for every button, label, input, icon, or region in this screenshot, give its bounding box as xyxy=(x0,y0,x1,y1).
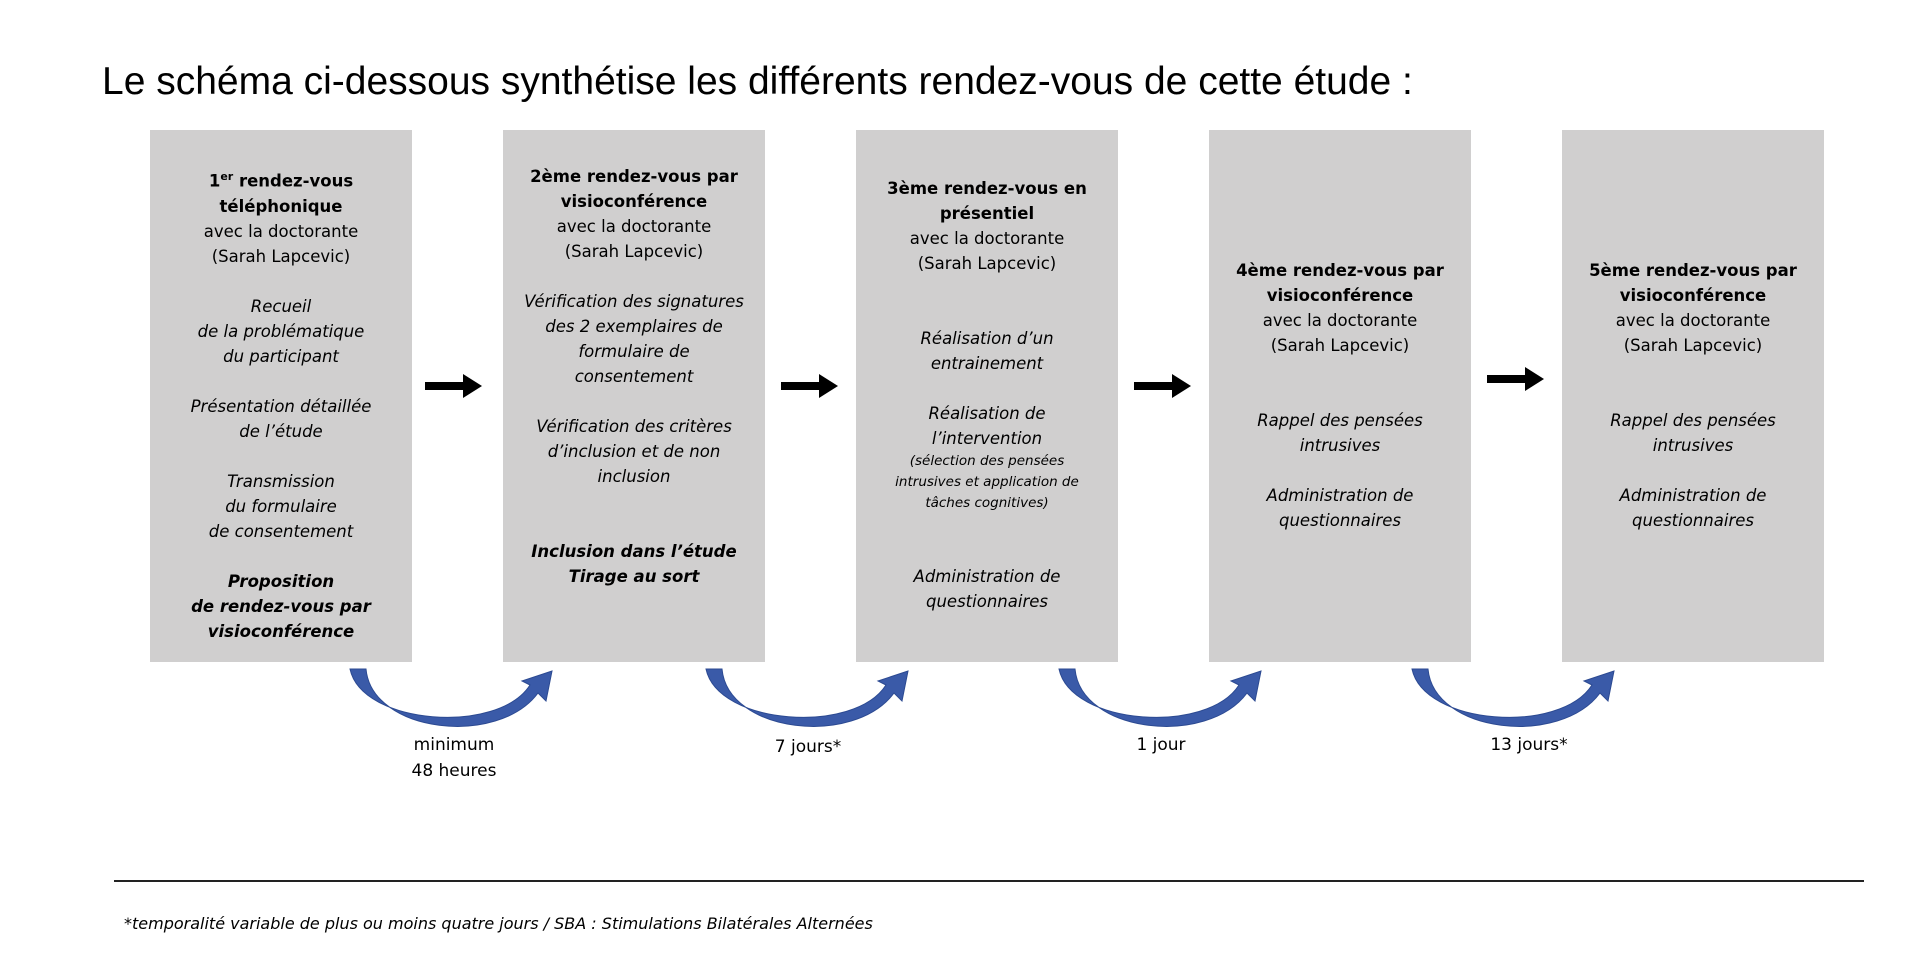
step-1-sub-line: (Sarah Lapcevic) xyxy=(211,246,351,266)
interval-label-line: 13 jours* xyxy=(1490,735,1568,755)
step-1-bold-line: visioconférence xyxy=(207,621,355,641)
step-3-item-line: questionnaires xyxy=(926,592,1048,611)
step-3-item-line: l’intervention xyxy=(931,429,1043,448)
step-3-sub-line: (Sarah Lapcevic) xyxy=(917,254,1057,273)
interval-label-line: 7 jours* xyxy=(774,737,842,757)
step-3-item-line: Réalisation d’un xyxy=(920,329,1054,348)
step-1-sub-line: avec la doctorante xyxy=(203,221,359,241)
interval-label-1 xyxy=(404,732,504,784)
step-3-detail-line: tâches cognitives) xyxy=(925,495,1049,511)
step-1-heading-line: téléphonique xyxy=(219,196,343,216)
step-1-item-line: Transmission xyxy=(227,471,335,491)
step-3-item-line: Réalisation de xyxy=(928,404,1046,423)
step-1-item-line: Présentation détaillée xyxy=(190,396,372,416)
interval-label-line: 1 jour xyxy=(1136,735,1186,755)
step-2-sub-line: (Sarah Lapcevic) xyxy=(564,242,704,261)
footnote: *temporalité variable de plus ou moins quatre jours / SBA : Stimulations Bilatérales Alternées xyxy=(124,914,873,933)
step-5-heading-line: visioconférence xyxy=(1619,286,1767,305)
step-2-bold-line: Tirage au sort xyxy=(568,567,700,586)
step-box-3 xyxy=(856,130,1118,662)
interval-label-2 xyxy=(758,734,858,760)
step-3-item-line: Administration de xyxy=(913,567,1061,586)
footnote-divider xyxy=(114,880,1864,882)
interval-label-line: minimum xyxy=(413,735,495,755)
step-2-item-line: inclusion xyxy=(597,467,671,486)
step-box-4 xyxy=(1209,130,1471,662)
step-4-sub-line: (Sarah Lapcevic) xyxy=(1270,336,1410,355)
step-1-item-line: de la problématique xyxy=(197,321,365,341)
step-1-bold-line: de rendez-vous par xyxy=(191,596,371,616)
step-box-2 xyxy=(503,130,765,662)
step-4-item-line: intrusives xyxy=(1299,436,1381,455)
step-4-heading-line: 4ème rendez-vous par xyxy=(1236,261,1444,280)
step-box-1 xyxy=(150,130,412,662)
step-5-sub-line: (Sarah Lapcevic) xyxy=(1623,336,1763,355)
step-3-item-line: entrainement xyxy=(930,354,1044,373)
step-2-heading-line: visioconférence xyxy=(560,192,708,211)
step-2-item-line: Vérification des signatures xyxy=(524,292,744,311)
curved-arrow-icon xyxy=(1410,665,1620,731)
step-3-heading-line: 3ème rendez-vous en xyxy=(887,179,1087,198)
step-1-item-line: du formulaire xyxy=(225,496,337,516)
step-box-5 xyxy=(1562,130,1824,662)
interval-label-4 xyxy=(1474,732,1584,758)
step-2-item-line: consentement xyxy=(574,367,694,386)
right-arrow-icon xyxy=(1487,366,1545,392)
right-arrow-icon xyxy=(781,373,839,399)
curved-arrow-icon xyxy=(704,665,914,731)
step-3-heading-line: présentiel xyxy=(939,204,1035,223)
step-5-sub-line: avec la doctorante xyxy=(1615,311,1771,330)
step-1-item-line: de consentement xyxy=(208,521,354,541)
right-arrow-icon xyxy=(425,373,483,399)
step-4-item-line: questionnaires xyxy=(1279,511,1401,530)
step-1-item-line: Recueil xyxy=(250,296,312,316)
step-2-sub-line: avec la doctorante xyxy=(556,217,712,236)
step-1-heading: 1er rendez-vous xyxy=(208,170,354,191)
step-2-item-line: d’inclusion et de non xyxy=(547,442,721,461)
step-5-item-line: intrusives xyxy=(1652,436,1734,455)
interval-label-line: 48 heures xyxy=(411,761,497,781)
step-4-sub-line: avec la doctorante xyxy=(1262,311,1418,330)
step-4-item-line: Rappel des pensées xyxy=(1257,411,1423,430)
curved-arrow-icon xyxy=(1057,665,1267,731)
step-1-heading-sup: er xyxy=(220,170,234,183)
step-3-detail-line: (sélection des pensées xyxy=(909,453,1065,469)
step-2-item-line: formulaire de xyxy=(578,342,690,361)
step-2-item-line: des 2 exemplaires de xyxy=(545,317,723,336)
step-2-item-line: Vérification des critères xyxy=(536,417,732,436)
step-5-item-line: questionnaires xyxy=(1632,511,1754,530)
step-5-item-line: Administration de xyxy=(1619,486,1767,505)
step-1-item-line: du participant xyxy=(223,346,339,366)
page-title: Le schéma ci-dessous synthétise les différents rendez-vous de cette étude : xyxy=(102,60,1413,103)
step-5-heading-line: 5ème rendez-vous par xyxy=(1589,261,1797,280)
right-arrow-icon xyxy=(1134,373,1192,399)
step-1-item-line: de l’étude xyxy=(239,421,323,441)
interval-label-3 xyxy=(1111,732,1211,758)
step-2-bold-line: Inclusion dans l’étude xyxy=(531,542,737,561)
step-4-heading-line: visioconférence xyxy=(1266,286,1414,305)
step-1-bold-line: Proposition xyxy=(227,571,335,591)
curved-arrow-icon xyxy=(348,665,558,731)
step-3-sub-line: avec la doctorante xyxy=(909,229,1065,248)
step-2-heading-line: 2ème rendez-vous par xyxy=(530,167,738,186)
step-4-item-line: Administration de xyxy=(1266,486,1414,505)
step-5-item-line: Rappel des pensées xyxy=(1610,411,1776,430)
step-3-detail-line: intrusives et application de xyxy=(895,474,1079,490)
